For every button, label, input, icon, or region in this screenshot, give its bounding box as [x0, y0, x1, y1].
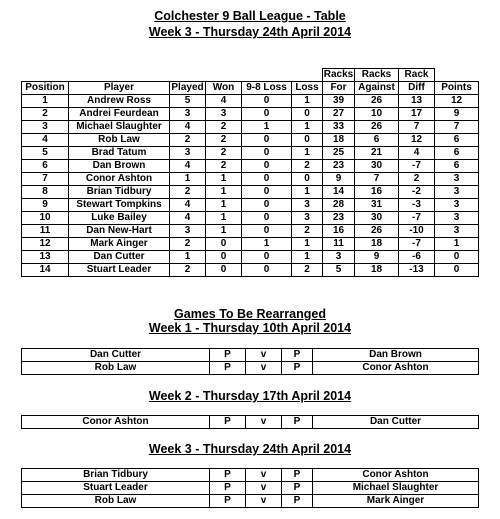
table-cell: 14: [323, 186, 355, 199]
table-cell: -7: [399, 238, 435, 251]
table-cell: 2: [206, 121, 242, 134]
table-cell: 10: [355, 108, 399, 121]
table-cell: 3: [170, 225, 206, 238]
table-cell: 30: [355, 160, 399, 173]
table-row: [22, 173, 479, 186]
table-header: [22, 82, 479, 95]
table-cell: 0: [206, 251, 242, 264]
week-1-title: Week 1 - Thursday 10th April 2014: [148, 321, 352, 335]
table-cell: 0: [435, 251, 479, 264]
fixture-cell: Rob Law: [22, 495, 210, 508]
table-cell: Michael Slaughter: [69, 121, 170, 134]
table-cell: -7: [399, 160, 435, 173]
table-cell: 0: [435, 264, 479, 277]
fixture-cell: Conor Ashton: [313, 362, 479, 375]
week-1-fixtures: [21, 348, 479, 375]
table-cell: 3: [170, 147, 206, 160]
table-cell: Brian Tidbury: [69, 186, 170, 199]
table-cell: 1: [206, 199, 242, 212]
table-cell: Stuart Leader: [69, 264, 170, 277]
table-cell: 16: [323, 225, 355, 238]
fixture-cell: Dan Brown: [313, 349, 479, 362]
table-cell: 3: [435, 199, 479, 212]
fixture-row: [22, 482, 479, 495]
table-cell: 10: [22, 212, 69, 225]
table-cell: 3: [170, 108, 206, 121]
column-header: Player: [69, 82, 170, 95]
table-cell: 0: [242, 134, 292, 147]
table-cell: Andrei Feurdean: [69, 108, 170, 121]
fixture-cell: Dan Cutter: [22, 349, 210, 362]
table-cell: -10: [399, 225, 435, 238]
table-cell: 2: [206, 147, 242, 160]
table-cell: Luke Bailey: [69, 212, 170, 225]
fixture-row: [22, 495, 479, 508]
table-cell: 13: [22, 251, 69, 264]
header-spacer: [170, 69, 206, 82]
rearranged-title: Games To Be Rearranged: [174, 307, 326, 321]
table-cell: 5: [170, 95, 206, 108]
table-row: [22, 251, 479, 264]
table-cell: 5: [22, 147, 69, 160]
table-cell: 3: [435, 173, 479, 186]
table-cell: 4: [170, 160, 206, 173]
table-cell: 1: [292, 147, 323, 160]
fixture-cell: P: [282, 469, 313, 482]
table-cell: 2: [292, 264, 323, 277]
table-cell: Dan Cutter: [69, 251, 170, 264]
table-cell: 12: [435, 95, 479, 108]
table-cell: Stewart Tompkins: [69, 199, 170, 212]
table-cell: 12: [399, 134, 435, 147]
table-cell: 4: [206, 95, 242, 108]
column-header-top: Racks: [355, 69, 399, 82]
fixture-cell: P: [210, 495, 246, 508]
table-cell: 9: [323, 173, 355, 186]
table-cell: 18: [355, 264, 399, 277]
header-spacer: [206, 69, 242, 82]
week-3-title: Week 3 - Thursday 24th April 2014: [148, 442, 352, 456]
header-spacer: [69, 69, 170, 82]
column-header: Loss: [292, 82, 323, 95]
table-cell: 2: [399, 173, 435, 186]
table-cell: 39: [323, 95, 355, 108]
table-cell: 1: [22, 95, 69, 108]
table-cell: 21: [355, 147, 399, 160]
fixture-row: [22, 416, 479, 429]
table-cell: 26: [355, 95, 399, 108]
header-spacer: [242, 69, 292, 82]
table-cell: -2: [399, 186, 435, 199]
league-table: [21, 68, 479, 277]
column-header-top: Racks: [323, 69, 354, 80]
table-cell: 6: [355, 134, 399, 147]
table-cell: 16: [355, 186, 399, 199]
table-cell: 0: [242, 212, 292, 225]
table-cell: 4: [170, 199, 206, 212]
table-cell: 0: [242, 264, 292, 277]
table-cell: 26: [355, 225, 399, 238]
table-cell: 0: [242, 147, 292, 160]
table-row: [22, 186, 479, 199]
fixture-cell: v: [246, 469, 282, 482]
table-cell: 23: [323, 160, 355, 173]
table-cell: -7: [399, 212, 435, 225]
table-cell: 4: [170, 121, 206, 134]
table-cell: 1: [206, 173, 242, 186]
table-cell: 23: [323, 212, 355, 225]
table-cell: 1: [292, 238, 323, 251]
fixture-cell: Stuart Leader: [22, 482, 210, 495]
table-cell: 18: [323, 134, 355, 147]
table-cell: 1: [292, 95, 323, 108]
fixture-cell: P: [282, 495, 313, 508]
table-cell: Dan Brown: [69, 160, 170, 173]
table-cell: 2: [170, 238, 206, 251]
table-cell: 2: [292, 225, 323, 238]
table-cell: 0: [292, 108, 323, 121]
table-cell: 8: [22, 186, 69, 199]
fixture-cell: Dan Cutter: [313, 416, 479, 429]
table-cell: 0: [242, 160, 292, 173]
table-cell: 3: [22, 121, 69, 134]
table-cell: Brad Tatum: [69, 147, 170, 160]
table-cell: 6: [435, 160, 479, 173]
table-cell: 12: [22, 238, 69, 251]
table-cell: 0: [242, 251, 292, 264]
table-cell: 1: [206, 212, 242, 225]
column-header: For: [323, 82, 355, 95]
table-cell: 1: [206, 225, 242, 238]
fixture-cell: P: [210, 349, 246, 362]
table-cell: 4: [22, 134, 69, 147]
table-cell: -6: [399, 251, 435, 264]
table-cell: 2: [292, 160, 323, 173]
fixture-cell: Brian Tidbury: [22, 469, 210, 482]
table-cell: 1: [242, 238, 292, 251]
table-cell: 18: [355, 238, 399, 251]
fixture-cell: v: [246, 362, 282, 375]
column-header: Position: [22, 82, 69, 95]
table-cell: 7: [355, 173, 399, 186]
table-row: [22, 212, 479, 225]
table-cell: 3: [435, 212, 479, 225]
table-cell: 3: [206, 108, 242, 121]
table-cell: Mark Ainger: [69, 238, 170, 251]
table-row: [22, 121, 479, 134]
table-cell: -13: [399, 264, 435, 277]
fixture-row: [22, 469, 479, 482]
header-spacer: [22, 69, 69, 82]
table-cell: 13: [399, 95, 435, 108]
table-cell: 9: [22, 199, 69, 212]
week-2-title: Week 2 - Thursday 17th April 2014: [148, 389, 352, 403]
table-cell: 3: [435, 186, 479, 199]
table-cell: Andrew Ross: [69, 95, 170, 108]
table-row: [22, 160, 479, 173]
table-cell: 0: [242, 199, 292, 212]
fixture-cell: P: [210, 362, 246, 375]
table-cell: 6: [435, 147, 479, 160]
table-row: [22, 225, 479, 238]
header-spacer: [435, 69, 479, 82]
column-header: Points: [435, 82, 479, 95]
table-cell: 0: [206, 238, 242, 251]
column-header: Against: [355, 82, 399, 95]
fixture-cell: Conor Ashton: [22, 416, 210, 429]
table-row: [22, 95, 479, 108]
fixture-cell: Conor Ashton: [313, 469, 479, 482]
fixture-cell: v: [246, 495, 282, 508]
table-cell: 2: [22, 108, 69, 121]
column-header: Played: [171, 82, 204, 93]
table-cell: Dan New-Hart: [69, 225, 170, 238]
table-cell: 6: [22, 160, 69, 173]
table-cell: 1: [170, 251, 206, 264]
fixture-cell: v: [246, 349, 282, 362]
fixture-cell: v: [246, 416, 282, 429]
table-cell: 0: [206, 264, 242, 277]
table-cell: 3: [435, 225, 479, 238]
column-header: 9-8 Loss: [242, 82, 292, 95]
table-cell: 33: [323, 121, 355, 134]
table-row: [22, 134, 479, 147]
table-cell: Conor Ashton: [69, 173, 170, 186]
week-2-fixtures: [21, 415, 479, 429]
page-title: Colchester 9 Ball League - Table: [154, 9, 346, 23]
table-row: [22, 199, 479, 212]
table-cell: Rob Law: [69, 134, 170, 147]
table-cell: 2: [206, 160, 242, 173]
fixture-row: [22, 349, 479, 362]
table-cell: 0: [242, 95, 292, 108]
table-cell: 1: [292, 186, 323, 199]
table-cell: 4: [170, 212, 206, 225]
table-cell: 2: [206, 134, 242, 147]
table-cell: 2: [170, 186, 206, 199]
table-cell: 1: [242, 121, 292, 134]
fixture-row: [22, 362, 479, 375]
table-row: [22, 108, 479, 121]
page-subtitle: Week 3 - Thursday 24th April 2014: [148, 25, 352, 39]
table-cell: 1: [292, 121, 323, 134]
header-spacer: [292, 69, 323, 82]
table-cell: 9: [435, 108, 479, 121]
table-cell: 4: [399, 147, 435, 160]
table-cell: 7: [22, 173, 69, 186]
table-cell: 9: [355, 251, 399, 264]
table-row: [22, 264, 479, 277]
fixture-cell: Michael Slaughter: [313, 482, 479, 495]
table-cell: 7: [399, 121, 435, 134]
table-cell: 2: [170, 264, 206, 277]
table-row: [22, 147, 479, 160]
table-cell: 0: [242, 173, 292, 186]
fixture-cell: Mark Ainger: [313, 495, 479, 508]
fixture-cell: P: [210, 416, 246, 429]
table-cell: -3: [399, 199, 435, 212]
fixture-cell: P: [282, 482, 313, 495]
table-cell: 11: [22, 225, 69, 238]
table-cell: 3: [292, 212, 323, 225]
table-cell: 3: [292, 199, 323, 212]
table-cell: 1: [292, 251, 323, 264]
table-cell: 0: [242, 186, 292, 199]
fixture-cell: Rob Law: [22, 362, 210, 375]
table-cell: 11: [323, 238, 355, 251]
column-header: Won: [206, 82, 242, 95]
table-cell: 30: [355, 212, 399, 225]
week-3-fixtures: [21, 468, 479, 508]
table-cell: 26: [355, 121, 399, 134]
table-row: [22, 238, 479, 251]
table-cell: 6: [435, 134, 479, 147]
table-cell: 3: [323, 251, 355, 264]
fixture-cell: P: [210, 482, 246, 495]
table-cell: 1: [435, 238, 479, 251]
table-cell: 0: [292, 173, 323, 186]
table-cell: 7: [435, 121, 479, 134]
table-cell: 5: [323, 264, 355, 277]
table-cell: 31: [355, 199, 399, 212]
fixture-cell: P: [282, 349, 313, 362]
table-cell: 14: [22, 264, 69, 277]
table-cell: 17: [399, 108, 435, 121]
table-cell: 27: [323, 108, 355, 121]
fixture-cell: v: [246, 482, 282, 495]
table-cell: 28: [323, 199, 355, 212]
table-cell: 0: [292, 134, 323, 147]
fixture-cell: P: [282, 362, 313, 375]
column-header: Diff: [399, 82, 435, 95]
table-cell: 25: [323, 147, 355, 160]
table-cell: 2: [170, 134, 206, 147]
fixture-cell: P: [282, 416, 313, 429]
table-cell: 1: [170, 173, 206, 186]
table-cell: 1: [206, 186, 242, 199]
table-cell: 0: [242, 225, 292, 238]
fixture-cell: P: [210, 469, 246, 482]
table-cell: 0: [242, 108, 292, 121]
column-header-top: Rack: [399, 69, 435, 82]
table-header-top: [22, 69, 479, 82]
